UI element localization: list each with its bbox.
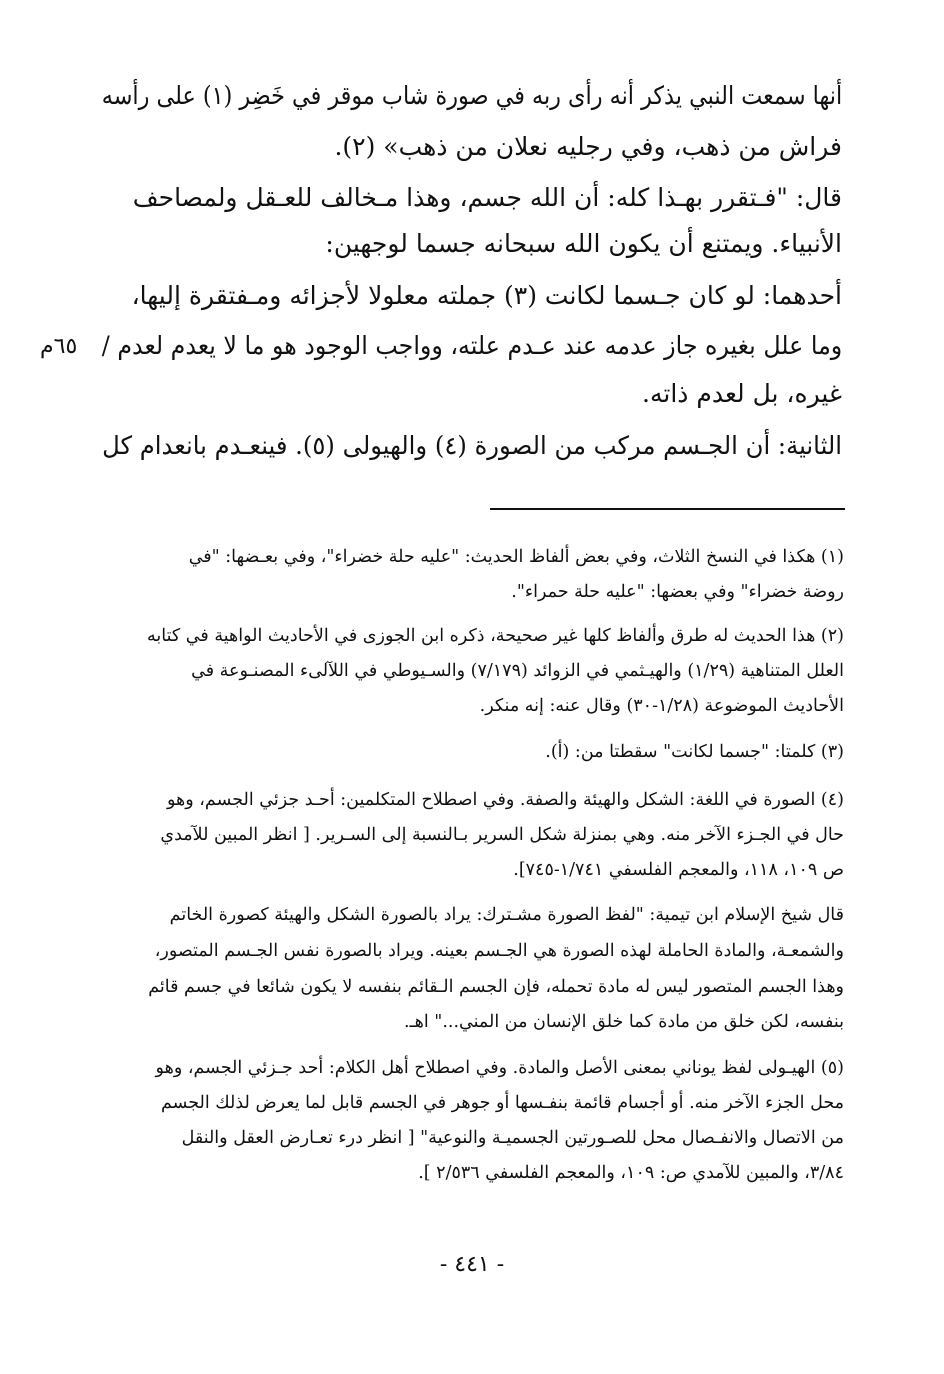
footnote-line: العلل المتناهية (١/٢٩) والهيـثمي في الزوائد (٧/١٧٩) والسـيوطي في اللآلىء المصنـوعة في [191, 661, 844, 681]
footnote-line: (٥) الهيـولى لفظ يوناني بمعنى الأصل والمادة. وفي اصطلاح أهل الكلام: أحد جـزئي الجسم، وهو [155, 1058, 844, 1078]
footnote-line: الأحاديث الموضوعة (١/٢٨-٣٠) وقال عنه: إنه منكر. [479, 696, 844, 716]
footnote-line: من الاتصال والانفـصال محل للصـورتين الجسميـة والنوعية" [ انظر درء تعـارض العقل والنقل [181, 1128, 844, 1148]
footnote-line: والشمعـة، والمادة الحاملة لهذه الصورة هي الجـسم بعينه. ويراد بالصورة نفس الجـسم المتصور، [154, 941, 844, 961]
footnote-line: ص ١٠٩، ١١٨، والمعجم الفلسفي ١/٧٤١-٧٤٥]. [513, 860, 844, 880]
footnote-line: قال شيخ الإسلام ابن تيمية: "لفظ الصورة مشـترك: يراد بالصورة الشكل والهيئة كصورة الخاتم [169, 905, 844, 925]
main-line: أحدهما: لو كان جـسما لكانت (٣) جملته معلولا لأجزائه ومـفتقرة إليها، [131, 281, 842, 310]
footnote-line: وهذا الجسم المتصور ليس له مادة تحمله، فإن الجسم الـقائم بنفسه لا يكون شائعا في جسم قائم [148, 977, 844, 997]
footnote-separator [490, 508, 845, 510]
footnote-line: بنفسه، لكن خلق من مادة كما خلق الإنسان من المني..." اهـ. [403, 1012, 844, 1032]
main-line: الثانية: أن الجـسم مركب من الصورة (٤) والهيولى (٥). فينعـدم بانعدام كل [102, 431, 842, 460]
main-line: غيره، بل لعدم ذاته. [642, 379, 842, 408]
footnote-line: (٢) هذا الحديث له طرق وألفاظ كلها غير صحيحة، ذكره ابن الجوزى في الأحاديث الواهية في كتابه [147, 626, 844, 646]
main-line: قال: "فـتقرر بهـذا كله: أن الله جسم، وهذا مـخالف للعـقل ولمصاحف [132, 183, 842, 212]
footnote-line: روضة خضراء" وفي بعضها: "عليه حلة حمراء". [511, 582, 844, 602]
margin-page-note: ٦٥م [40, 334, 78, 359]
footnote-line: محل الجزء الآخر منه. أو أجسام قائمة بنفـسها أو جوهر في الجسم قابل لما يعرض لذلك الجسم [160, 1093, 844, 1113]
main-line: أنها سمعت النبي يذكر أنه رأى ربه في صورة شاب موقر في خَضِر (١) على رأسه [101, 81, 842, 110]
main-line: وما علل بغيره جاز عدمه عند عـدم علته، وواجب الوجود هو ما لا يعدم لعدم / [101, 331, 842, 360]
page-number: - ٤٤١ - [439, 1252, 505, 1277]
footnote-line: حال في الجـزء الآخر منه. وهي بمنزلة شكل السرير بـالنسبة إلى السـرير. [ انظر المبين للآمدي [160, 825, 844, 845]
main-line: الأنبياء. ويمتنع أن يكون الله سبحانه جسما لوجهين: [325, 229, 842, 258]
footnote-line: (٣) كلمتا: "جسما لكانت" سقطتا من: (أ). [545, 742, 844, 762]
main-line: فراش من ذهب، وفي رجليه نعلان من ذهب» (٢). [334, 132, 842, 161]
footnote-line: (٤) الصورة في اللغة: الشكل والهيئة والصفة. وفي اصطلاح المتكلمين: أحـد جزئي الجسم، وهو [167, 790, 844, 810]
footnote-line: (١) هكذا في النسخ الثلاث، وفي بعض ألفاظ الحديث: "عليه حلة خضراء"، وفي بعـضها: "في [188, 547, 844, 567]
footnote-line: ٣/٨٤، والمبين للآمدي ص: ١٠٩، والمعجم الفلسفي ٢/٥٣٦ ]. [418, 1163, 844, 1183]
